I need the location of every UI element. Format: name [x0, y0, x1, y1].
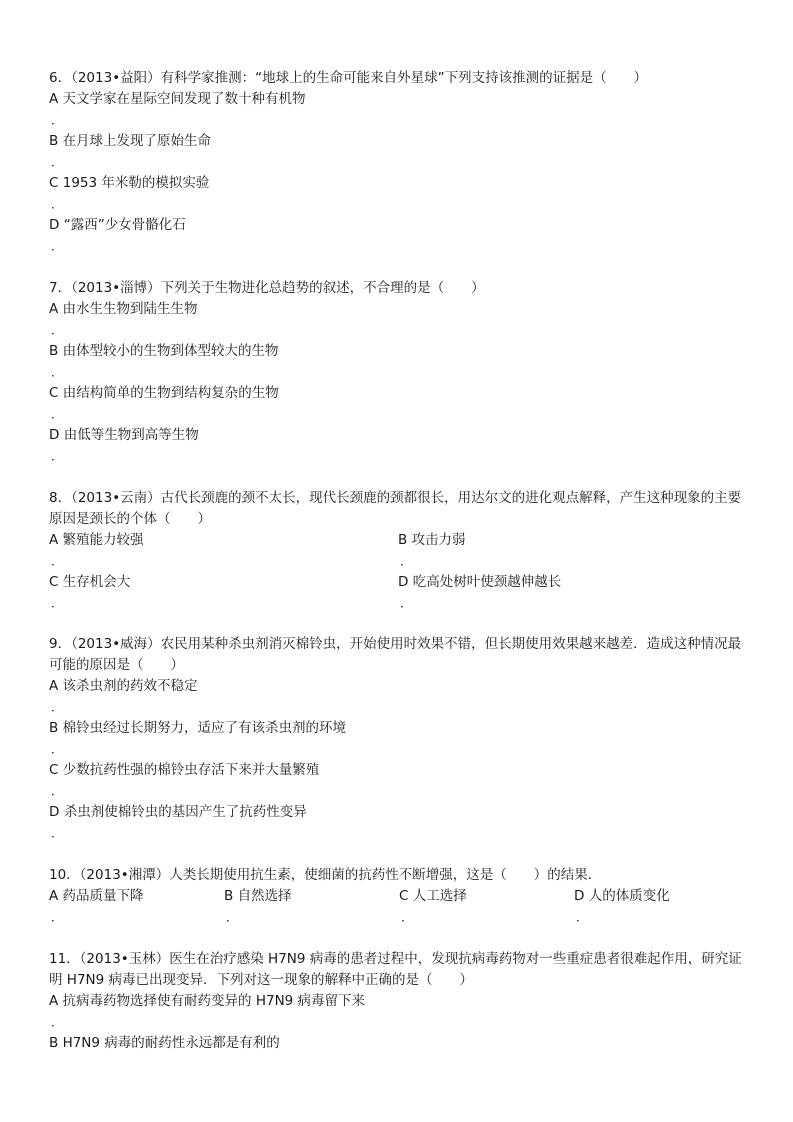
option-text: 药品质量下降 [62, 888, 144, 904]
option-b[interactable] [49, 1033, 749, 1054]
option-letter: A [49, 301, 59, 317]
option-letter: C [49, 762, 59, 778]
option-a[interactable] [49, 886, 224, 928]
option-letter: D [49, 804, 60, 820]
option-dot: ． [226, 910, 239, 924]
option-a[interactable] [49, 991, 749, 1033]
option-d[interactable] [574, 886, 749, 928]
option-dot: ． [400, 596, 413, 610]
option-dot: ． [51, 742, 64, 756]
question-9 [49, 634, 749, 844]
option-dot: ． [51, 239, 64, 253]
option-letter: B [224, 888, 234, 904]
option-letter: B [49, 343, 59, 359]
option-text: 生存机会大 [62, 574, 131, 590]
option-text: 攻击力弱 [411, 532, 466, 548]
option-dot: ． [51, 113, 64, 127]
option-c[interactable] [49, 383, 749, 425]
option-letter: B [49, 1035, 59, 1051]
option-b[interactable] [49, 341, 749, 383]
option-text: 由结构简单的生物到结构复杂的生物 [62, 385, 279, 401]
options-grid [49, 886, 749, 928]
question-10 [49, 865, 749, 928]
question-stem: 11．（2013•玉林）医生在治疗感染 H7N9 病毒的患者过程中，发现抗病毒药物对一些重症患者很难起作用，研究证明 H7N9 病毒已出现变异．下列对这一现象的解释中正确的是（ ） [49, 951, 742, 988]
option-dot: ． [51, 1015, 64, 1029]
question-stem: 10．（2013•湘潭）人类长期使用抗生素，使细菌的抗药性不断增强，这是（ ）的结果． [49, 867, 602, 883]
option-letter: A [49, 993, 59, 1009]
question-8 [49, 488, 749, 614]
option-dot: ． [576, 910, 589, 924]
option-c[interactable] [49, 572, 398, 614]
question-11 [49, 949, 749, 1054]
option-b[interactable] [398, 530, 749, 572]
option-letter: D [49, 427, 60, 443]
option-d[interactable] [49, 425, 749, 467]
option-text: 由低等生物到高等生物 [63, 427, 199, 443]
option-dot: ． [51, 365, 64, 379]
option-text: 人工选择 [412, 888, 467, 904]
option-letter: C [49, 385, 59, 401]
option-text: 吃高处树叶使颈越伸越长 [412, 574, 562, 590]
option-text: 由体型较小的生物到体型较大的生物 [62, 343, 279, 359]
option-text: 天文学家在星际空间发现了数十种有机物 [62, 91, 306, 107]
option-text: 在月球上发现了原始生命 [62, 133, 212, 149]
option-c[interactable] [49, 760, 749, 802]
option-dot: ． [51, 910, 64, 924]
option-letter: A [49, 678, 59, 694]
option-a[interactable] [49, 676, 749, 718]
option-dot: ． [51, 155, 64, 169]
question-6 [49, 68, 749, 257]
option-letter: A [49, 888, 59, 904]
option-letter: C [49, 175, 59, 191]
option-dot: ． [400, 554, 413, 568]
option-letter: A [49, 91, 59, 107]
option-d[interactable] [49, 215, 749, 257]
question-stem: 8．（2013•云南）古代长颈鹿的颈不太长，现代长颈鹿的颈都很长，用达尔文的进化观点解释，产生这种现象的主要原因是颈长的个体（ ） [49, 490, 742, 527]
question-stem: 6．（2013•益阳）有科学家推测：“地球上的生命可能来自外星球”下列支持该推测的证据是（ ） [49, 70, 648, 86]
option-text: 繁殖能力较强 [62, 532, 144, 548]
option-a[interactable] [49, 299, 749, 341]
option-text: 棉铃虫经过长期努力，适应了有该杀虫剂的环境 [62, 720, 347, 736]
option-a[interactable] [49, 89, 749, 131]
option-dot: ． [51, 784, 64, 798]
option-text: 1953 年米勒的模拟实验 [62, 175, 210, 191]
option-b[interactable] [49, 718, 749, 760]
option-letter: D [574, 888, 585, 904]
option-dot: ． [51, 449, 64, 463]
option-letter: D [49, 217, 60, 233]
option-letter: C [399, 888, 409, 904]
question-stem: 7．（2013•淄博）下列关于生物进化总趋势的叙述，不合理的是（ ） [49, 280, 485, 296]
option-text: H7N9 病毒的耐药性永远都是有利的 [62, 1035, 280, 1051]
option-text: “露西”少女骨骼化石 [63, 217, 186, 233]
option-text: 该杀虫剂的药效不稳定 [62, 678, 198, 694]
option-text: 由水生生物到陆生生物 [62, 301, 198, 317]
option-b[interactable] [224, 886, 399, 928]
option-dot: ． [51, 323, 64, 337]
option-text: 杀虫剂使棉铃虫的基因产生了抗药性变异 [63, 804, 307, 820]
question-stem: 9．（2013•威海）农民用某种杀虫剂消灭棉铃虫，开始使用时效果不错，但长期使用效果越来越差．造成这种情况最可能的原因是（ ） [49, 636, 742, 673]
option-text: 自然选择 [237, 888, 292, 904]
option-letter: A [49, 532, 59, 548]
option-b[interactable] [49, 131, 749, 173]
option-dot: ． [51, 826, 64, 840]
question-7 [49, 278, 749, 467]
option-c[interactable] [49, 173, 749, 215]
option-text: 人的体质变化 [588, 888, 670, 904]
option-dot: ． [51, 554, 64, 568]
option-dot: ． [401, 910, 414, 924]
option-a[interactable] [49, 530, 398, 572]
option-letter: B [49, 720, 59, 736]
option-letter: D [398, 574, 409, 590]
option-text: 抗病毒药物选择使有耐药变异的 H7N9 病毒留下来 [62, 993, 366, 1009]
option-letter: C [49, 574, 59, 590]
option-d[interactable] [49, 802, 749, 844]
option-dot: ． [51, 700, 64, 714]
option-letter: B [49, 133, 59, 149]
option-letter: B [398, 532, 408, 548]
option-dot: ． [51, 407, 64, 421]
option-dot: ． [51, 197, 64, 211]
option-c[interactable] [399, 886, 574, 928]
option-text: 少数抗药性强的棉铃虫存活下来并大量繁殖 [62, 762, 320, 778]
option-d[interactable] [398, 572, 749, 614]
options-grid [49, 530, 749, 614]
option-dot: ． [51, 596, 64, 610]
